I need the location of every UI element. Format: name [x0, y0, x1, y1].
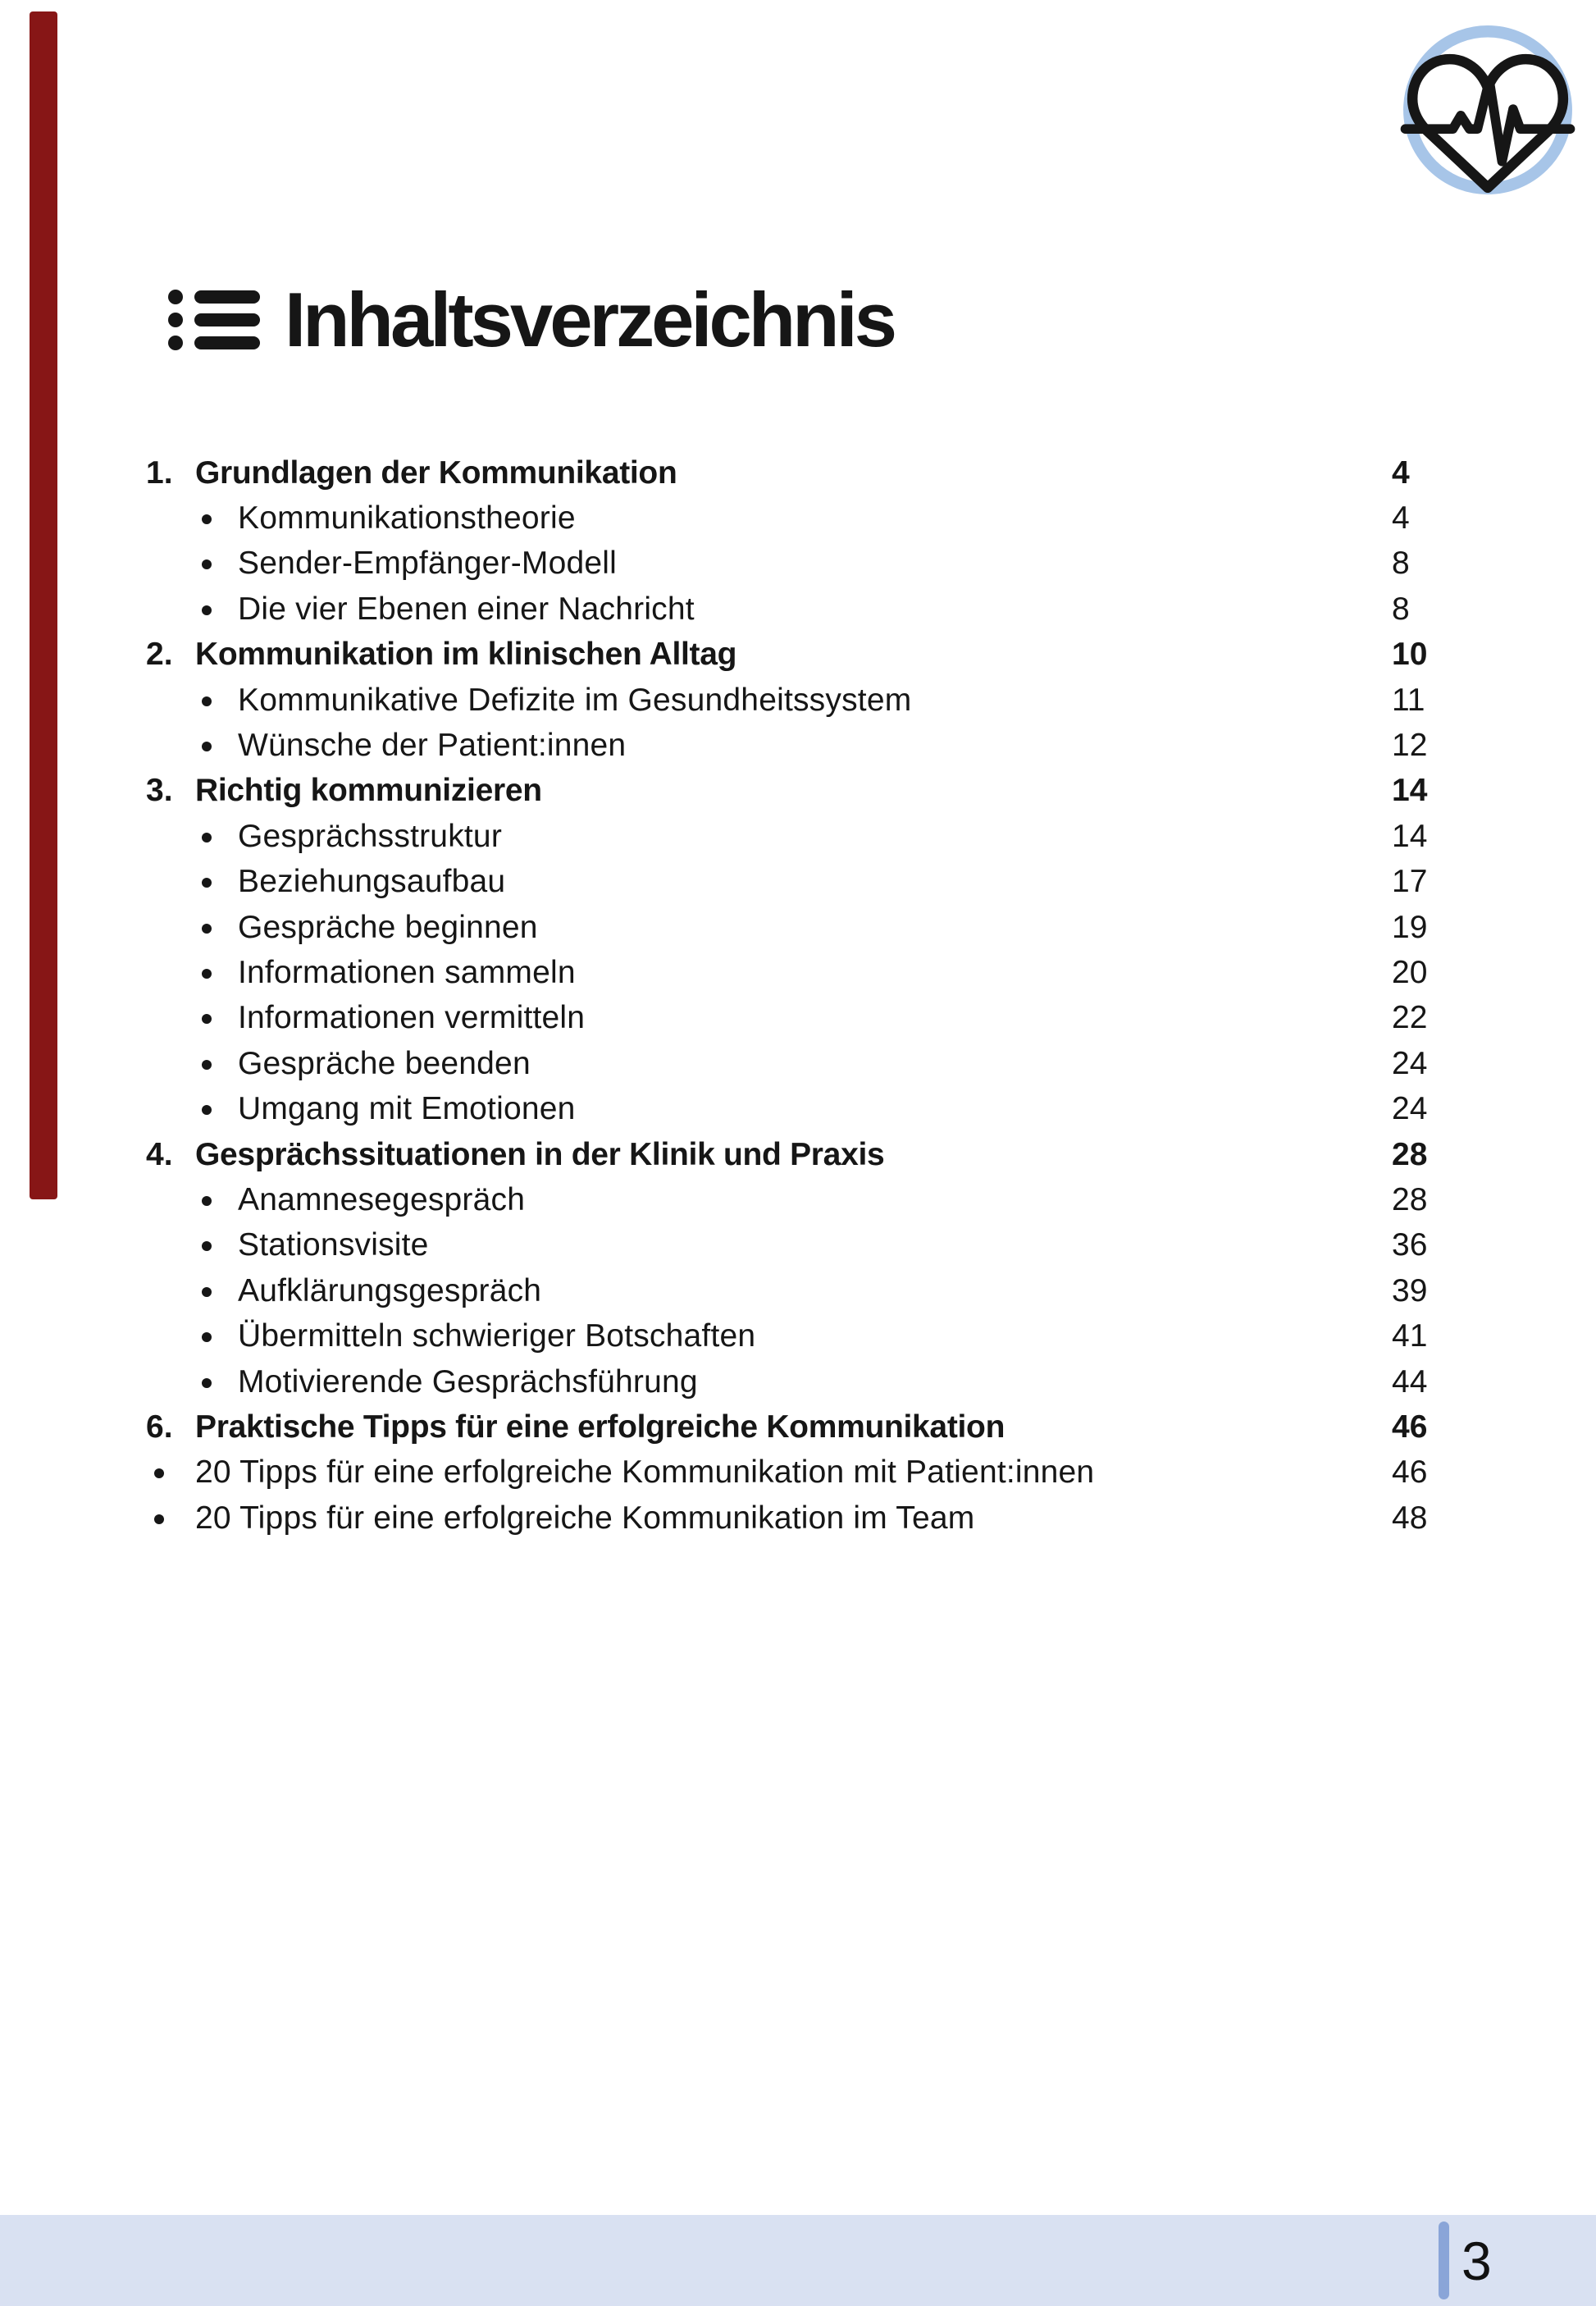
toc-page-number: 20 [1392, 954, 1428, 990]
bullet-icon [202, 1287, 212, 1297]
toc-page-number: 39 [1392, 1272, 1428, 1308]
toc-entry-label: Grundlagen der Kommunikation [195, 454, 677, 491]
toc-page-number: 12 [1392, 728, 1428, 764]
toc-entry-label: Wünsche der Patient:innen [238, 728, 627, 764]
page-header [168, 276, 894, 363]
toc-entry-label: Stationsvisite [238, 1227, 429, 1263]
toc-page-number: 24 [1392, 1091, 1428, 1127]
toc-row[interactable] [0, 950, 1596, 995]
bullet-icon [202, 605, 212, 615]
toc-entry-label: Praktische Tipps für eine erfolgreiche Kommunikation [195, 1409, 1005, 1445]
toc-row[interactable] [0, 1132, 1596, 1177]
toc-entry-label: Informationen vermitteln [238, 1000, 586, 1036]
toc-page-number: 41 [1392, 1318, 1428, 1354]
toc-row[interactable] [0, 1223, 1596, 1268]
toc-entry-label: Sender-Empfänger-Modell [238, 546, 617, 582]
toc-page-number: 19 [1392, 909, 1428, 945]
toc-section-number: 6. [146, 1409, 173, 1445]
toc-entry-label: Kommunikative Defizite im Gesundheitssystem [238, 682, 912, 718]
toc-entry-label: Beziehungsaufbau [238, 864, 506, 900]
toc-row[interactable] [0, 450, 1596, 495]
bullet-icon [202, 833, 212, 842]
toc-page-number: 48 [1392, 1500, 1428, 1536]
toc-entry-label: Kommunikationstheorie [238, 500, 576, 537]
toc-row[interactable] [0, 1450, 1596, 1495]
toc-page-number: 22 [1392, 1000, 1428, 1036]
toc-page-number: 46 [1392, 1454, 1428, 1491]
bullet-icon [202, 924, 212, 934]
page-title: Inhaltsverzeichnis [285, 276, 894, 363]
toc-row[interactable] [0, 1359, 1596, 1404]
bullet-icon [202, 1332, 212, 1342]
toc-row[interactable] [0, 814, 1596, 859]
toc-page-number: 36 [1392, 1227, 1428, 1263]
toc-page-number: 46 [1392, 1409, 1428, 1445]
bullet-icon [154, 1514, 164, 1524]
bullet-icon [202, 742, 212, 751]
toc-row[interactable] [0, 1177, 1596, 1222]
toc-row[interactable] [0, 1313, 1596, 1358]
toc-page-number: 14 [1392, 773, 1428, 809]
footer-divider-line [1439, 2222, 1449, 2299]
toc-row[interactable] [0, 860, 1596, 905]
toc-entry-label: 20 Tipps für eine erfolgreiche Kommunikation im Team [195, 1500, 975, 1536]
toc-entry-label: Kommunikation im klinischen Alltag [195, 637, 737, 673]
bullet-icon [202, 1060, 212, 1070]
toc-page-number: 8 [1392, 591, 1410, 627]
toc-section-number: 2. [146, 637, 173, 673]
toc-row[interactable] [0, 996, 1596, 1041]
toc-entry-label: Motivierende Gesprächsführung [238, 1363, 698, 1400]
footer-bar [0, 2215, 1596, 2306]
toc-entry-label: Die vier Ebenen einer Nachricht [238, 591, 695, 627]
toc-page-number: 44 [1392, 1363, 1428, 1400]
toc-page-number: 17 [1392, 864, 1428, 900]
toc-entry-label: Informationen sammeln [238, 954, 576, 990]
bullet-icon [202, 1196, 212, 1206]
list-icon [168, 289, 260, 351]
toc-entry-label: Gespräche beenden [238, 1045, 531, 1081]
bullet-icon [202, 1378, 212, 1388]
toc-entry-label: Gespräche beginnen [238, 909, 538, 945]
toc-row[interactable] [0, 678, 1596, 723]
toc-row[interactable] [0, 723, 1596, 768]
toc-row[interactable] [0, 1086, 1596, 1131]
toc-row[interactable] [0, 1041, 1596, 1086]
toc-page-number: 8 [1392, 546, 1410, 582]
toc-row[interactable] [0, 1495, 1596, 1541]
toc-page-number: 11 [1392, 682, 1425, 718]
toc-section-number: 3. [146, 773, 173, 809]
toc-page-number: 24 [1392, 1045, 1428, 1081]
table-of-contents [0, 450, 1596, 1541]
toc-section-number: 4. [146, 1136, 173, 1172]
toc-page-number: 28 [1392, 1136, 1428, 1172]
toc-row[interactable] [0, 632, 1596, 678]
toc-row[interactable] [0, 541, 1596, 587]
bullet-icon [202, 514, 212, 524]
toc-entry-label: Gesprächssituationen in der Klinik und Praxis [195, 1136, 885, 1172]
toc-page-number: 10 [1392, 637, 1428, 673]
bullet-icon [202, 696, 212, 706]
toc-entry-label: Umgang mit Emotionen [238, 1091, 576, 1127]
toc-page-number: 4 [1392, 500, 1410, 537]
toc-row[interactable] [0, 769, 1596, 814]
toc-page-number: 4 [1392, 454, 1410, 491]
toc-page-number: 14 [1392, 818, 1428, 854]
toc-entry-label: Anamnesegespräch [238, 1181, 526, 1217]
footer-page-number: 3 [1461, 2230, 1492, 2291]
toc-entry-label: Aufklärungsgespräch [238, 1272, 542, 1308]
toc-entry-label: Gesprächsstruktur [238, 818, 503, 854]
toc-section-number: 1. [146, 454, 173, 491]
bullet-icon [202, 969, 212, 979]
toc-row[interactable] [0, 1268, 1596, 1313]
toc-row[interactable] [0, 587, 1596, 632]
toc-row[interactable] [0, 905, 1596, 950]
toc-row[interactable] [0, 495, 1596, 541]
toc-entry-label: Übermitteln schwieriger Botschaften [238, 1318, 756, 1354]
toc-entry-label: Richtig kommunizieren [195, 773, 542, 809]
heart-pulse-icon [1393, 15, 1583, 205]
toc-page-number: 28 [1392, 1181, 1428, 1217]
toc-row[interactable] [0, 1404, 1596, 1450]
toc-entry-label: 20 Tipps für eine erfolgreiche Kommunikation mit Patient:innen [195, 1454, 1095, 1491]
